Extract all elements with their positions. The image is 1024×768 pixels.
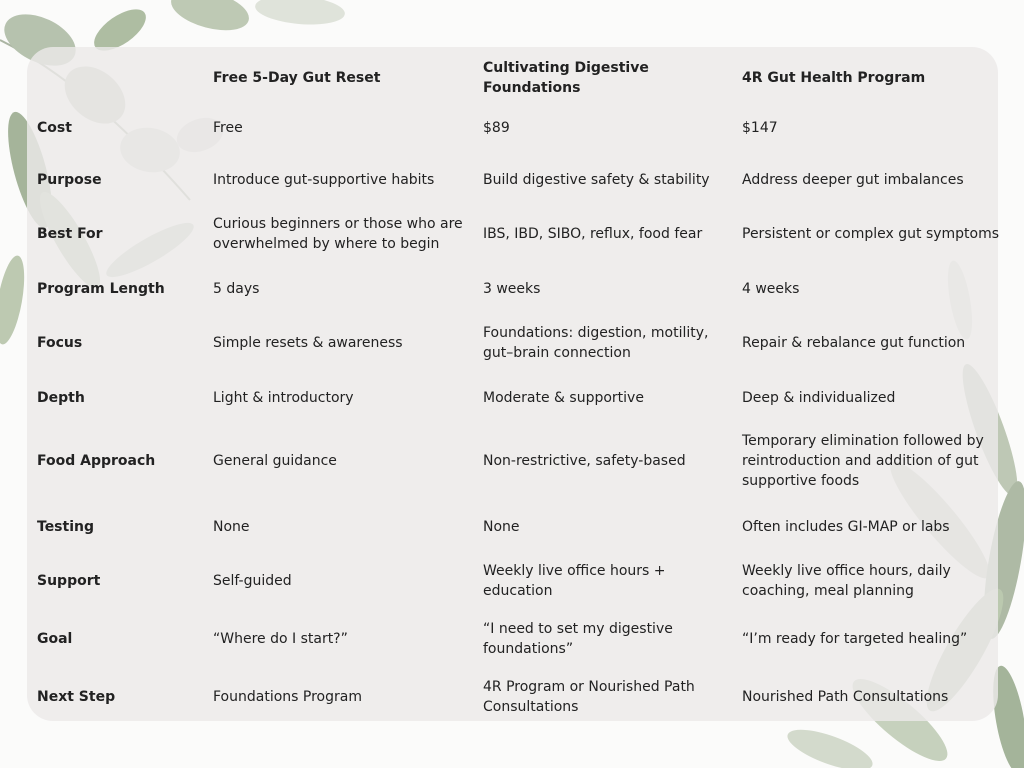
table-cell: Non-restrictive, safety-based (483, 453, 686, 469)
table-cell: Temporary elimination followed by reintroduction and addition of gut supportive foods (742, 433, 984, 489)
table-cell: Moderate & supportive (483, 390, 644, 406)
row-label-cost: Cost (37, 120, 72, 136)
table-cell: Weekly live office hours + education (483, 563, 666, 599)
table-cell: Nourished Path Consultations (742, 689, 949, 705)
row-label-support: Support (37, 573, 101, 589)
table-cell: $89 (483, 120, 510, 136)
row-label-next-step: Next Step (37, 689, 116, 705)
row-label-depth: Depth (37, 390, 85, 406)
column-header-4r-program: 4R Gut Health Program (742, 70, 926, 86)
column-header-free-reset: Free 5-Day Gut Reset (213, 70, 381, 86)
table-cell: Foundations Program (213, 689, 362, 705)
table-cell: 4R Program or Nourished Path Consultations (483, 679, 695, 715)
table-cell: Free (213, 120, 243, 136)
table-cell: “I need to set my digestive foundations” (483, 621, 673, 657)
row-label-program-length: Program Length (37, 281, 165, 297)
table-cell: Foundations: digestion, motility, gut–brain connection (483, 325, 709, 361)
row-label-purpose: Purpose (37, 172, 102, 188)
table-cell: “Where do I start?” (213, 631, 348, 647)
row-label-testing: Testing (37, 519, 94, 535)
table-cell: Repair & rebalance gut function (742, 335, 966, 351)
row-label-goal: Goal (37, 631, 73, 647)
table-cell: “I’m ready for targeted healing” (742, 631, 968, 647)
table-cell: $147 (742, 120, 778, 136)
table-cell: Weekly live office hours, daily coaching, meal planning (742, 563, 951, 599)
row-label-food-approach: Food Approach (37, 453, 156, 469)
table-cell: Self-guided (213, 573, 292, 589)
table-cell: 5 days (213, 281, 260, 297)
table-cell: None (213, 519, 250, 535)
table-cell: Light & introductory (213, 390, 354, 406)
table-cell: Persistent or complex gut symptoms (742, 226, 1000, 242)
table-cell: Address deeper gut imbalances (742, 172, 964, 188)
table-cell: Introduce gut-supportive habits (213, 172, 435, 188)
table-cell: None (483, 519, 520, 535)
table-cell: 3 weeks (483, 281, 541, 297)
table-cell: 4 weeks (742, 281, 800, 297)
table-cell: Build digestive safety & stability (483, 172, 710, 188)
table-cell: Deep & individualized (742, 390, 896, 406)
table-cell: Curious beginners or those who are overwhelmed by where to begin (213, 216, 463, 252)
table-cell: General guidance (213, 453, 337, 469)
table-cell: Often includes GI-MAP or labs (742, 519, 950, 535)
row-label-best-for: Best For (37, 226, 103, 242)
table-cell: Simple resets & awareness (213, 335, 403, 351)
column-header-foundations: Cultivating Digestive Foundations (483, 60, 649, 96)
table-cell: IBS, IBD, SIBO, reflux, food fear (483, 226, 703, 242)
row-label-focus: Focus (37, 335, 83, 351)
